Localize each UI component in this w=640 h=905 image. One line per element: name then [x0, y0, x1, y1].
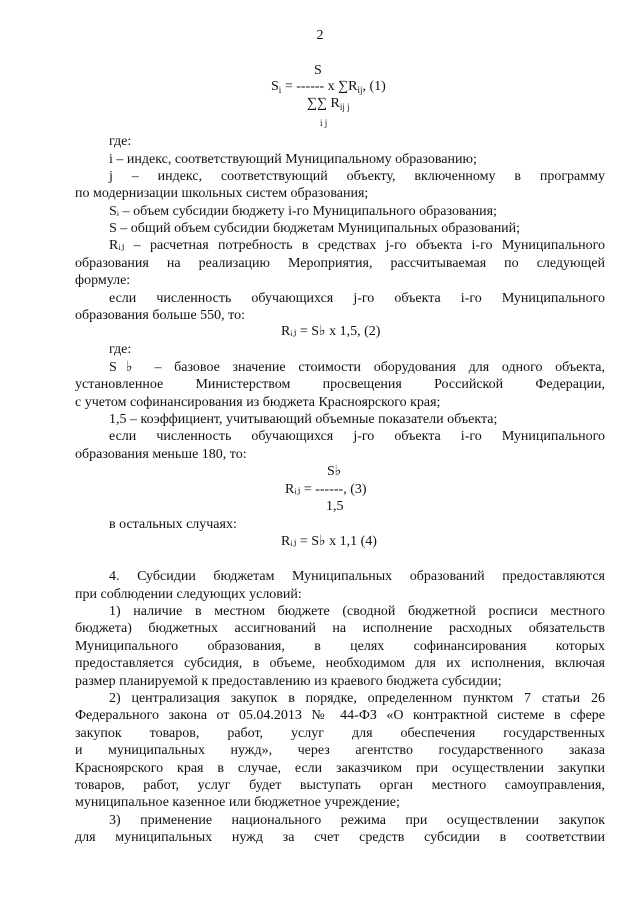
- text-line: предоставляется субсидия, в объеме, необходимом для их исполнения, включая: [75, 656, 605, 671]
- text-line: установленное Министерством просвещения Российской Федерации,: [75, 377, 605, 392]
- text-line: и муниципальных нужд», через агентство государственного заказа: [75, 743, 605, 758]
- formula1-numerator: S: [314, 63, 322, 78]
- text-line: Федерального закона от 05.04.2013 № 44-ФЗ «О контрактной системе в сфере: [75, 708, 605, 723]
- formula3-denominator: 1,5: [326, 499, 344, 514]
- text-line: j – индекс, соответствующий объекту, включенному в программу: [109, 169, 605, 184]
- formula1-main: [271, 79, 386, 95]
- formula1-op: = ------ x ∑R: [281, 79, 358, 94]
- text-line: образования меньше 180, то:: [75, 447, 247, 462]
- text-line: если численность обучающихся j-го объекта i-го Муниципального: [109, 429, 605, 444]
- formula1-denominator: [307, 96, 350, 112]
- text-line: образования больше 550, то:: [75, 308, 245, 323]
- text-line: S – общий объем субсидии бюджетам Муниципальных образований;: [109, 221, 521, 236]
- text-line: по модернизации школьных систем образования;: [75, 186, 369, 201]
- text-line: муниципальное казенное или бюджетное учреждение;: [75, 795, 400, 810]
- text-line: если численность обучающихся j-го объекта i-го Муниципального: [109, 291, 605, 306]
- page-number: 2: [316, 28, 324, 43]
- text-line: для муниципальных нужд за счет средств субсидии в соответствии: [75, 830, 605, 845]
- text-line: при соблюдении следующих условий:: [75, 587, 302, 602]
- text-line: размер планируемой к предоставлению из краевого бюджета субсидии;: [75, 674, 502, 689]
- text-line: где:: [109, 342, 132, 357]
- formula1-lhs: S: [271, 79, 279, 94]
- text-line: где:: [109, 134, 132, 149]
- text-line: 3) применение национального режима при осуществлении закупок: [109, 813, 605, 828]
- formula3-main: Rᵢⱼ = ------, (3): [285, 482, 367, 497]
- text-line: 1) наличие в местном бюджете (сводной бюджетной росписи местного: [109, 604, 605, 619]
- text-line: образования на реализацию Мероприятия, рассчитываемая по следующей: [75, 256, 605, 271]
- formula3-numerator: S♭: [327, 464, 342, 479]
- text-line: 1,5 – коэффициент, учитывающий объемные показатели объекта;: [109, 412, 498, 427]
- text-line: 2) централизация закупок в порядке, определенном пунктом 7 статьи 26: [109, 691, 605, 706]
- formula4: Rᵢⱼ = S♭ x 1,1 (4): [281, 534, 377, 549]
- text-line: i – индекс, соответствующий Муниципальному образованию;: [109, 152, 477, 167]
- text-line: бюджета) бюджетных ассигнований на исполнение расходных обязательств: [75, 621, 605, 636]
- text-line: Муниципального образования, в целях софинансирования которых: [75, 639, 605, 654]
- formula2: Rᵢⱼ = S♭ x 1,5, (2): [281, 324, 381, 339]
- text-line: Sᵢ – объем субсидии бюджету i-го Муниципального образования;: [109, 204, 497, 219]
- text-line: Rᵢⱼ – расчетная потребность в средствах j-го объекта i-го Муниципального: [109, 238, 605, 253]
- text-line: Красноярского края в случае, если заказчиком при осуществлении закупки: [75, 761, 605, 776]
- text-line: S♭ – базовое значение стоимости оборудования для одного объекта,: [109, 360, 605, 375]
- text-line: с учетом софинансирования из бюджета Красноярского края;: [75, 395, 441, 410]
- text-line: товаров, работ, услуг будет выступать орган местного самоуправления,: [75, 778, 605, 793]
- text-line: формуле:: [75, 273, 131, 288]
- text-line: 4. Субсидии бюджетам Муниципальных образований предоставляются: [109, 569, 605, 584]
- formula1-number: , (1): [362, 79, 386, 94]
- formula1-den: ∑∑ R: [307, 96, 340, 111]
- formula1-lhs-sub: i: [278, 85, 282, 95]
- formula1-below: i j: [320, 118, 328, 128]
- text-line: закупок товаров, работ, услуг для обеспечения государственных: [75, 726, 605, 741]
- text-line: в остальных случаях:: [109, 517, 237, 532]
- formula1-den-sub: ij j: [339, 102, 350, 112]
- formula1-op-sub: ij: [357, 85, 363, 95]
